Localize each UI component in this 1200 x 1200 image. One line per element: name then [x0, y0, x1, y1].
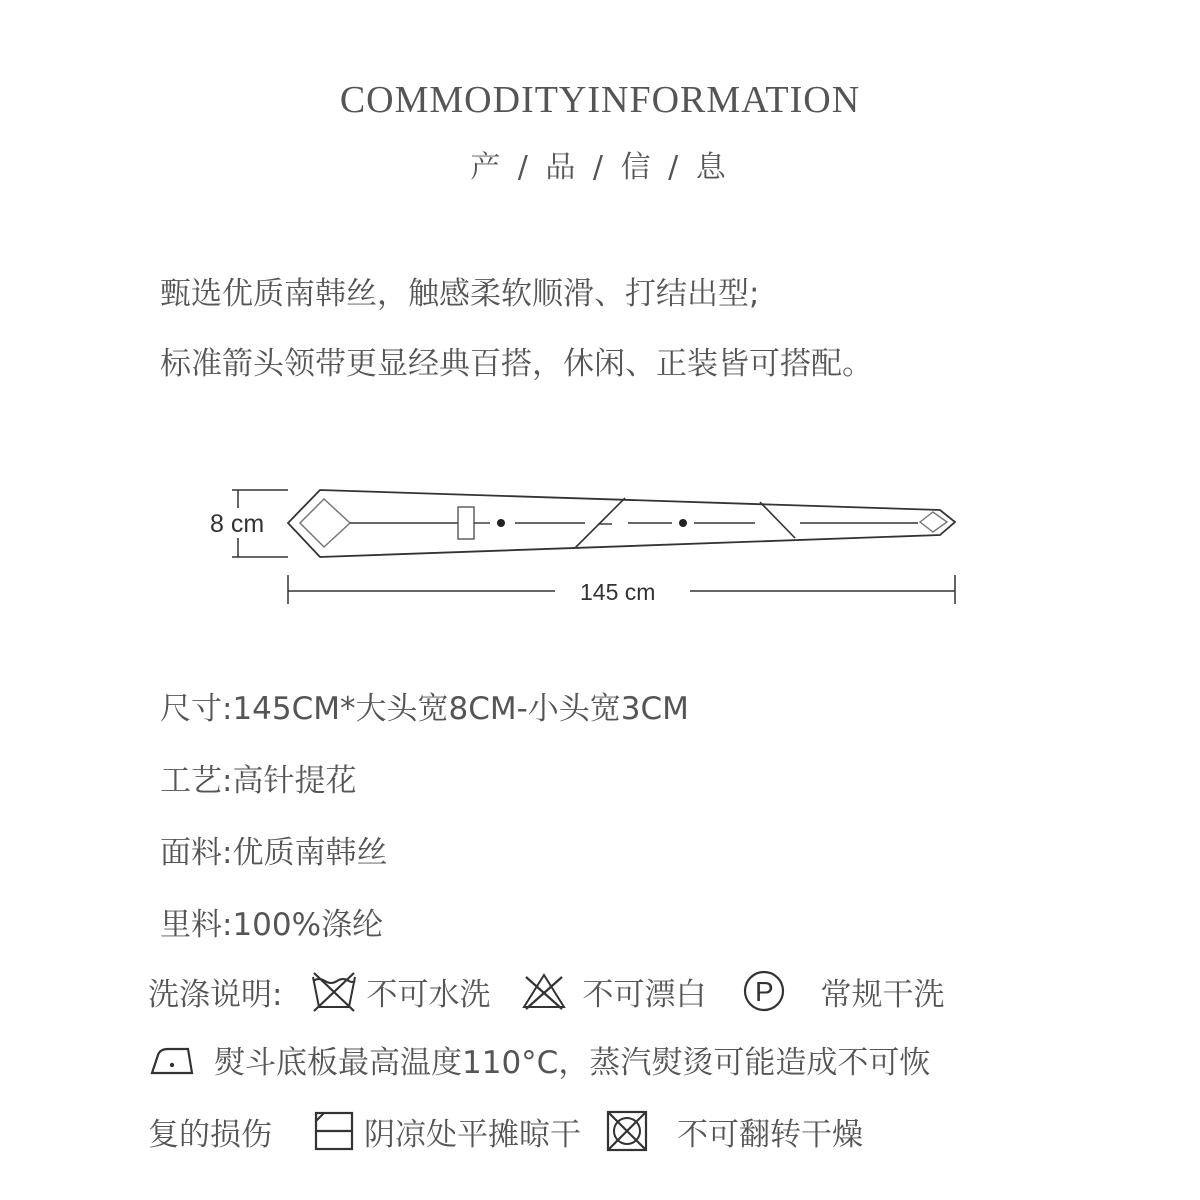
iron-text-line-2: 复的损伤	[148, 1116, 272, 1153]
tie-dot-2	[679, 519, 687, 527]
tie-label-loop	[458, 507, 474, 539]
care-row-3	[148, 1106, 863, 1156]
length-label: 145 cm	[580, 579, 656, 605]
flat-dry-shade-icon	[310, 1109, 358, 1153]
no-tumble-dry-icon	[603, 1109, 651, 1153]
title-chinese: 产 / 品 / 信 / 息	[470, 150, 730, 185]
svg-text:P: P	[755, 976, 775, 1007]
intro-line-2: 标准箭头领带更显经典百搭，休闲、正装皆可搭配。	[160, 346, 873, 382]
dry-clean-label: 常规干洗	[820, 976, 945, 1013]
iron-icon	[148, 1037, 196, 1081]
spec-fabric: 面料:优质南韩丝	[160, 835, 388, 871]
tie-tip-diamond	[300, 499, 350, 547]
spec-craft: 工艺:高针提花	[160, 763, 357, 799]
tie-end-diamond	[920, 512, 947, 532]
tie-diagram	[200, 470, 980, 620]
tie-dot-1	[497, 519, 505, 527]
no-wash-icon	[310, 969, 358, 1013]
iron-text-line-1: 熨斗底板最高温度110°C，蒸汽熨烫可能造成不可恢	[214, 1044, 931, 1081]
care-label: 洗涤说明:	[148, 976, 283, 1013]
intro-line-1: 甄选优质南韩丝，触感柔软顺滑、打结出型;	[160, 276, 760, 312]
care-row-2	[148, 1034, 930, 1084]
dry-clean-icon	[740, 969, 788, 1013]
no-bleach-label: 不可漂白	[582, 976, 707, 1013]
care-row-1	[148, 966, 944, 1016]
spec-size: 尺寸:145CM*大头宽8CM-小头宽3CM	[160, 691, 689, 727]
title-english: COMMODITYINFORMATION	[339, 79, 861, 121]
no-wash-label: 不可水洗	[366, 976, 491, 1013]
tie-seam-2	[760, 502, 795, 538]
no-tumble-dry-label: 不可翻转干燥	[677, 1116, 863, 1153]
width-label: 8 cm	[210, 510, 265, 538]
no-bleach-icon	[520, 969, 568, 1013]
spec-lining: 里料:100%涤纶	[160, 907, 384, 943]
flat-dry-label: 阴凉处平摊晾干	[364, 1116, 581, 1153]
